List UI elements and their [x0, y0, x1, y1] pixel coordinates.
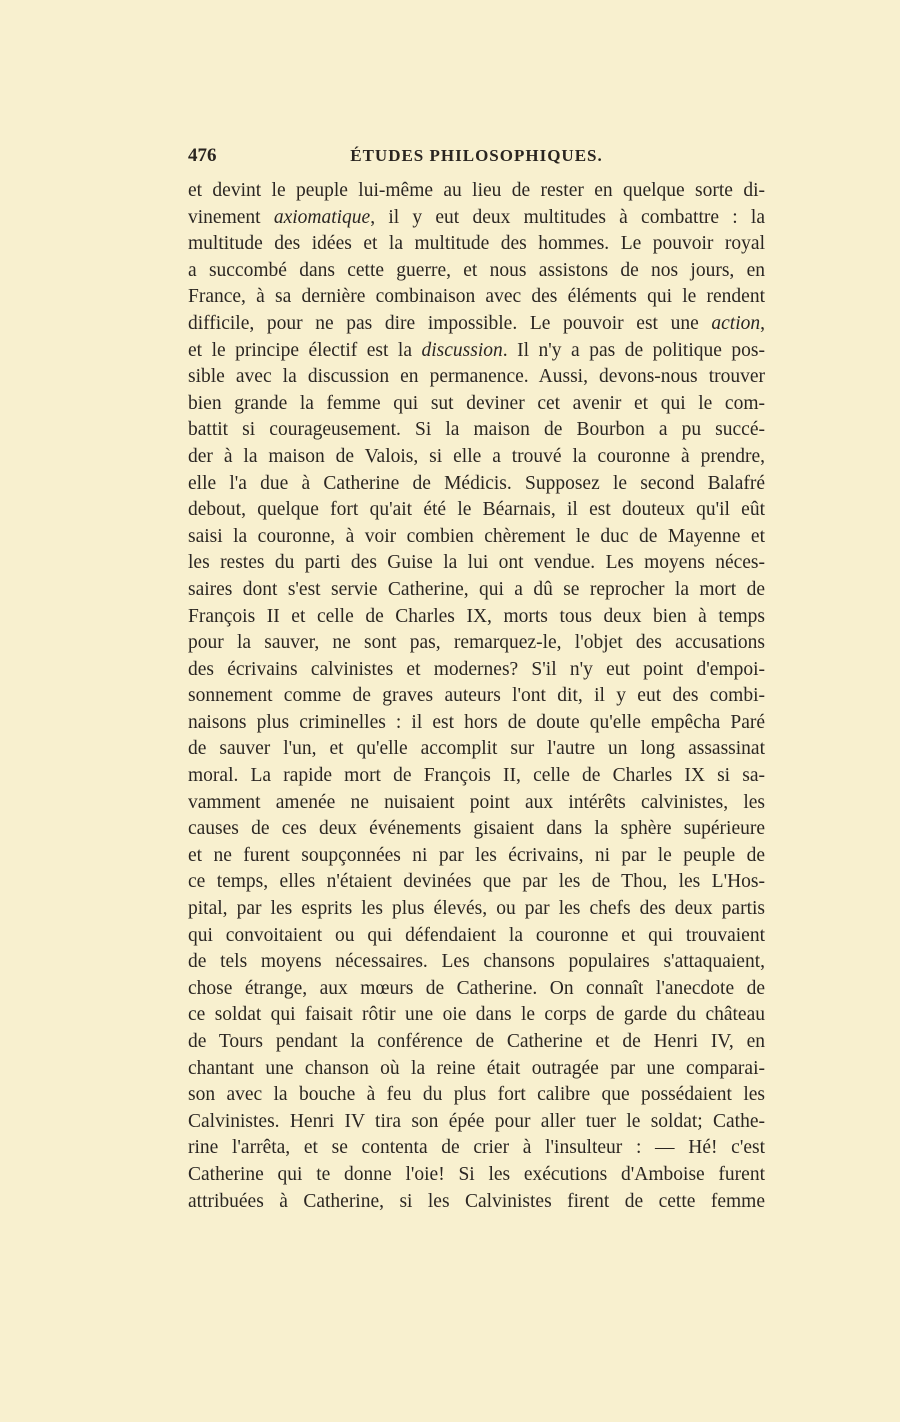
text-segment: multitude des idées et la multitude des hommes. Le pouvoir royal: [188, 233, 765, 255]
body-text: [188, 178, 765, 1215]
text-segment: rine l'arrêta, et se contenta de crier à l'insulteur : — Hé! c'est: [188, 1137, 765, 1159]
text-segment: chose étrange, aux mœurs de Catherine. On connaît l'anecdote de: [188, 977, 765, 999]
text-line: [188, 1109, 765, 1136]
page-number: 476: [188, 145, 217, 166]
text-segment: de tels moyens nécessaires. Les chansons populaires s'attaquaient,: [188, 951, 765, 973]
text-segment: a succombé dans cette guerre, et nous assistons de nos jours, en: [188, 259, 765, 281]
text-segment: qui convoitaient ou qui défendaient la couronne et qui trouvaient: [188, 924, 765, 946]
text-line: [188, 444, 765, 471]
text-segment: ce soldat qui faisait rôtir une oie dans le corps de garde du château: [188, 1004, 765, 1026]
text-segment: et le principe électif est la: [188, 339, 422, 361]
text-segment: des écrivains calvinistes et modernes? S'il n'y eut point d'empoi-: [188, 658, 765, 680]
text-segment: naisons plus criminelles : il est hors de doute qu'elle empêcha Paré: [188, 711, 765, 733]
text-line: [188, 205, 765, 232]
text-segment: difficile, pour ne pas dire impossible. Le pouvoir est une: [188, 312, 712, 334]
italic-text: axiomatique: [273, 206, 371, 228]
text-line: [188, 1056, 765, 1083]
text-line: [188, 1082, 765, 1109]
text-line: [188, 258, 765, 285]
running-title: ÉTUDES PHILOSOPHIQUES.: [350, 146, 603, 165]
text-segment: pour la sauver, ne sont pas, remarquez-le, l'objet des accusations: [188, 632, 765, 654]
text-segment: saires dont s'est servie Catherine, qui a dû se reprocher la mort de: [188, 578, 765, 600]
text-line: [188, 790, 765, 817]
text-segment: moral. La rapide mort de François II, celle de Charles IX si sa-: [188, 765, 765, 787]
text-segment: debout, quelque fort qu'ait été le Béarnais, il est douteux qu'il eût: [188, 499, 765, 521]
text-line: [188, 391, 765, 418]
text-segment: pital, par les esprits les plus élevés, ou par les chefs des deux partis: [188, 898, 765, 920]
text-segment: bien grande la femme qui sut deviner cet avenir et qui le com-: [188, 392, 765, 414]
text-line: [188, 630, 765, 657]
text-segment: ,: [760, 312, 765, 334]
text-line: [188, 949, 765, 976]
text-segment: son avec la bouche à feu du plus fort calibre que possédaient les: [188, 1084, 765, 1106]
text-segment: sonnement comme de graves auteurs l'ont dit, il y eut des combi-: [188, 685, 765, 707]
text-segment: Calvinistes. Henri IV tira son épée pour aller tuer le soldat; Cathe-: [188, 1110, 765, 1132]
text-line: [188, 657, 765, 684]
text-line: [188, 178, 765, 205]
italic-text: discussion: [421, 339, 503, 361]
text-line: [188, 284, 765, 311]
text-segment: de Tours pendant la conférence de Catherine et de Henri IV, en: [188, 1031, 765, 1052]
text-line: [188, 896, 765, 923]
text-line: [188, 1189, 765, 1216]
running-header: [188, 145, 765, 171]
text-segment: sible avec la discussion en permanence. Aussi, devons-nous trouver: [188, 366, 765, 388]
text-line: [188, 311, 765, 338]
text-line: [188, 550, 765, 577]
text-line: [188, 683, 765, 710]
text-segment: François II et celle de Charles IX, morts tous deux bien à temps: [188, 605, 765, 627]
text-line: [188, 1029, 765, 1056]
text-segment: causes de ces deux événements gisaient dans la sphère supérieure: [188, 818, 765, 840]
text-line: [188, 231, 765, 258]
text-line: [188, 1135, 765, 1162]
text-line: [188, 1002, 765, 1029]
text-line: [188, 843, 765, 870]
text-line: [188, 338, 765, 365]
text-segment: et ne furent soupçonnées ni par les écrivains, ni par le peuple de: [188, 844, 765, 866]
text-line: [188, 923, 765, 950]
text-segment: . Il n'y a pas de politique pos-: [502, 339, 766, 361]
text-line: [188, 710, 765, 737]
text-segment: de sauver l'un, et qu'elle accomplit sur l'autre un long assassinat: [188, 738, 765, 760]
text-line: [188, 577, 765, 604]
text-line: [188, 1162, 765, 1189]
text-segment: der à la maison de Valois, si elle a trouvé la couronne à prendre,: [188, 445, 765, 467]
text-segment: vamment amenée ne nuisaient point aux intérêts calvinistes, les: [188, 791, 765, 813]
text-segment: ce temps, elles n'étaient devinées que par les de Thou, les L'Hos-: [188, 871, 765, 893]
text-segment: elle l'a due à Catherine de Médicis. Supposez le second Balafré: [188, 472, 765, 494]
text-line: [188, 524, 765, 551]
text-line: [188, 976, 765, 1003]
text-line: [188, 417, 765, 444]
text-segment: chantant une chanson où la reine était outragée par une comparai-: [188, 1057, 765, 1079]
text-segment: attribuées à Catherine, si les Calvinistes firent de cette femme: [188, 1190, 765, 1212]
text-line: [188, 763, 765, 790]
text-segment: et devint le peuple lui-même au lieu de rester en quelque sorte di-: [188, 180, 765, 201]
text-line: [188, 604, 765, 631]
text-segment: Catherine qui te donne l'oie! Si les exécutions d'Amboise furent: [188, 1163, 765, 1185]
text-segment: saisi la couronne, à voir combien chèrement le duc de Mayenne et: [188, 525, 765, 547]
text-line: [188, 497, 765, 524]
text-line: [188, 869, 765, 896]
italic-text: action: [711, 312, 761, 334]
text-line: [188, 364, 765, 391]
text-line: [188, 736, 765, 763]
text-line: [188, 471, 765, 498]
text-segment: , il y eut deux multitudes à combattre : la: [370, 206, 765, 228]
text-segment: vinement: [188, 206, 274, 228]
text-segment: France, à sa dernière combinaison avec des éléments qui le rendent: [188, 286, 765, 308]
text-segment: battit si courageusement. Si la maison de Bourbon a pu succé-: [188, 419, 765, 441]
text-line: [188, 816, 765, 843]
text-segment: les restes du parti des Guise la lui ont vendue. Les moyens néces-: [188, 552, 765, 574]
